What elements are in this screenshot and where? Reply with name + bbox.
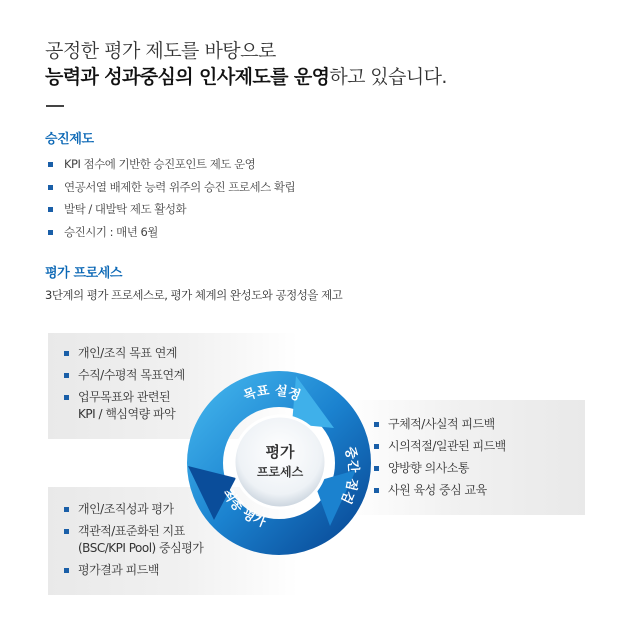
final-eval-item (64, 501, 203, 518)
promotion-title: 승진제도 (45, 132, 94, 147)
evaluation-cycle-diagram (186, 363, 372, 589)
bullet-square-icon (64, 507, 69, 512)
promotion-item (48, 156, 295, 179)
bullet-square-icon (64, 351, 69, 356)
goal-setting-list (64, 345, 185, 428)
bullet-square-icon (64, 395, 69, 400)
intro-divider (46, 105, 64, 107)
intro-line-1: 공정한 평가 제도를 바탕으로 (45, 40, 276, 62)
evaluation-title: 평가 프로세스 (45, 266, 123, 281)
midcheck-item-text: 양방향 의사소통 (388, 461, 469, 475)
goal-setting-item (64, 367, 185, 384)
bullet-square-icon (48, 185, 53, 190)
bullet-square-icon (64, 373, 69, 378)
promotion-item (48, 224, 295, 247)
final-eval-item-text: 개인/조직성과 평가 (78, 502, 174, 516)
final-eval-item-text: 평가결과 피드백 (78, 563, 159, 577)
bullet-square-icon (374, 444, 379, 449)
final-eval-list (64, 501, 203, 584)
promotion-item (48, 201, 295, 224)
midcheck-item-text: 구체적/사실적 피드백 (388, 417, 495, 431)
stage-eval-text: 최종 평가 (219, 486, 268, 531)
cycle-center (234, 416, 326, 508)
intro-line-2-rest: 하고 있습니다. (329, 66, 447, 88)
midcheck-item (374, 460, 506, 477)
promotion-list (48, 156, 295, 246)
midcheck-list (374, 416, 506, 504)
goal-setting-item-text: 업무목표와 관련된 (78, 390, 171, 404)
promotion-item-text: 연공서열 배제한 능력 위주의 승진 프로세스 확립 (64, 179, 296, 194)
intro-line-2 (45, 62, 447, 89)
center-label-line-1: 평가 (265, 443, 295, 461)
final-eval-item-cont (64, 540, 203, 557)
stage-goal-text: 목표 설정 (241, 383, 303, 405)
final-eval-item-text: 객관적/표준화된 지표 (78, 524, 185, 538)
bullet-square-icon (374, 422, 379, 427)
midcheck-item-text: 시의적절/일관된 피드백 (388, 439, 506, 453)
goal-setting-item-cont (64, 406, 185, 423)
final-eval-item-text: (BSC/KPI Pool) 중심평가 (78, 541, 204, 555)
bullet-square-icon (48, 162, 53, 167)
bullet-square-icon (374, 466, 379, 471)
center-label-line-2: 프로세스 (256, 465, 304, 479)
promotion-item-text: KPI 점수에 기반한 승진포인트 제도 운영 (64, 157, 256, 171)
final-eval-item (64, 562, 203, 579)
goal-setting-item (64, 389, 185, 406)
bullet-square-icon (48, 230, 53, 235)
intro-line-2-bold: 능력과 성과중심의 인사제도를 운영 (45, 66, 330, 88)
bullet-square-icon (374, 488, 379, 493)
midcheck-item (374, 416, 506, 433)
bullet-square-icon (64, 529, 69, 534)
stage-midcheck-text: 중간 점검 (337, 445, 361, 506)
promotion-item-text: 발탁 / 대발탁 제도 활성화 (64, 202, 187, 216)
final-eval-item (64, 523, 203, 540)
evaluation-description: 3단계의 평가 프로세스로, 평가 체계의 완성도와 공정성을 제고 (45, 288, 343, 302)
midcheck-item (374, 438, 506, 455)
goal-setting-item-text: KPI / 핵심역량 파악 (78, 407, 176, 421)
promotion-item-text: 승진시기 : 매년 6월 (64, 224, 158, 239)
midcheck-item (374, 482, 506, 499)
bullet-square-icon (64, 568, 69, 573)
goal-setting-item-text: 수직/수평적 목표연계 (78, 368, 185, 382)
bullet-square-icon (48, 207, 53, 212)
promotion-item (48, 179, 295, 202)
midcheck-item-text: 사원 육성 중심 교육 (388, 483, 487, 497)
goal-setting-item (64, 345, 185, 362)
goal-setting-item-text: 개인/조직 목표 연계 (78, 346, 177, 360)
